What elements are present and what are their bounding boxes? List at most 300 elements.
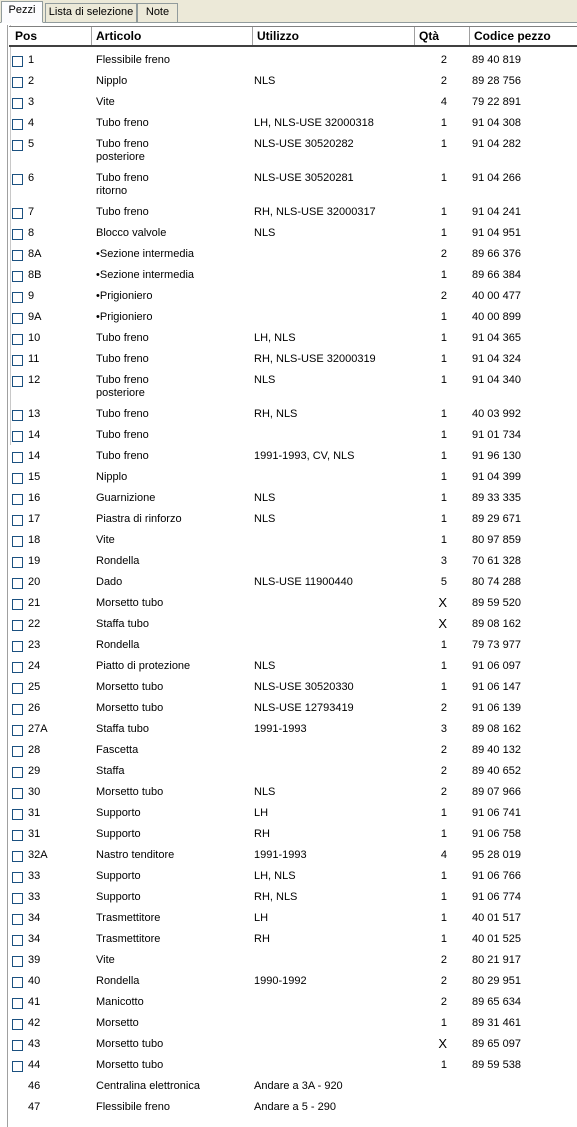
qta-cell: 1 xyxy=(440,117,447,129)
articolo-cell: Flessibile freno xyxy=(96,1101,170,1113)
utilizzo-cell: RH, NLS-USE 32000317 xyxy=(254,206,376,218)
table-row[interactable] xyxy=(0,618,577,639)
row-checkbox[interactable] xyxy=(12,746,23,757)
articolo-cell: Nastro tenditore xyxy=(96,849,175,861)
utilizzo-cell: RH xyxy=(254,933,270,945)
qta-cell: 1 xyxy=(440,227,447,239)
codice-cell: 89 31 461 xyxy=(472,1017,521,1029)
codice-cell: 40 01 517 xyxy=(472,912,521,924)
qta-cell: 1 xyxy=(440,206,447,218)
row-checkbox[interactable] xyxy=(12,872,23,883)
table-row[interactable] xyxy=(0,828,577,849)
qta-cell: X xyxy=(438,616,447,631)
tab-lista-di-selezione[interactable]: Lista di selezione xyxy=(45,3,137,22)
pos-cell: 13 xyxy=(28,408,41,420)
row-checkbox[interactable] xyxy=(12,704,23,715)
table-row[interactable] xyxy=(0,1038,577,1059)
utilizzo-cell: NLS-USE 12793419 xyxy=(254,702,354,714)
codice-cell: 89 66 376 xyxy=(472,248,521,260)
row-checkbox[interactable] xyxy=(12,935,23,946)
qta-cell: 2 xyxy=(440,248,447,260)
codice-cell: 40 01 525 xyxy=(472,933,521,945)
qta-cell: 3 xyxy=(440,555,447,567)
utilizzo-cell: 1991-1993 xyxy=(254,723,307,735)
pos-cell: 6 xyxy=(28,172,35,184)
table-row[interactable] xyxy=(0,248,577,269)
codice-cell: 80 21 917 xyxy=(472,954,521,966)
row-checkbox[interactable] xyxy=(12,77,23,88)
utilizzo-cell: Andare a 5 - 290 xyxy=(254,1101,336,1113)
row-checkbox[interactable] xyxy=(12,313,23,324)
articolo-cell: Staffa tubo xyxy=(96,723,150,735)
row-checkbox[interactable] xyxy=(12,334,23,345)
table-row[interactable] xyxy=(0,353,577,374)
qta-cell: 1 xyxy=(440,353,447,365)
articolo-cell: Fascetta xyxy=(96,744,139,756)
articolo-cell: Morsetto tubo xyxy=(96,681,164,693)
articolo-cell: Trasmettitore xyxy=(96,933,161,945)
qta-cell: 1 xyxy=(440,639,447,651)
qta-cell: 2 xyxy=(440,290,447,302)
codice-cell: 89 08 162 xyxy=(472,618,521,630)
row-checkbox[interactable] xyxy=(12,292,23,303)
qta-cell: 1 xyxy=(440,138,447,150)
articolo-cell: Morsetto tubo xyxy=(96,1038,164,1050)
pos-cell: 14 xyxy=(28,429,41,441)
codice-cell: 91 06 766 xyxy=(472,870,521,882)
pos-cell: 33 xyxy=(28,891,41,903)
qta-cell: 1 xyxy=(440,660,447,672)
row-checkbox[interactable] xyxy=(12,536,23,547)
articolo-cell: Blocco valvole xyxy=(96,227,167,239)
articolo-cell: Supporto xyxy=(96,807,141,819)
row-checkbox[interactable] xyxy=(12,140,23,151)
table-row[interactable] xyxy=(0,996,577,1017)
articolo-cell: Piatto di protezione xyxy=(96,660,191,672)
table-row[interactable] xyxy=(0,75,577,96)
table-row[interactable] xyxy=(0,681,577,702)
table-row[interactable] xyxy=(0,227,577,248)
table-row[interactable] xyxy=(0,311,577,332)
codice-cell: 89 66 384 xyxy=(472,269,521,281)
codice-cell: 40 00 477 xyxy=(472,290,521,302)
table-row[interactable] xyxy=(0,54,577,75)
table-row[interactable] xyxy=(0,206,577,227)
codice-cell: 89 07 966 xyxy=(472,786,521,798)
codice-cell: 91 04 365 xyxy=(472,332,521,344)
row-checkbox[interactable] xyxy=(12,977,23,988)
articolo-cell: Staffa tubo xyxy=(96,618,150,630)
table-row[interactable] xyxy=(0,912,577,933)
articolo-cell: Tubo freno xyxy=(96,332,149,344)
codice-cell: 91 06 774 xyxy=(472,891,521,903)
pos-cell: 44 xyxy=(28,1059,41,1071)
qta-cell: 1 xyxy=(440,492,447,504)
articolo-cell: Centralina elettronica xyxy=(96,1080,200,1092)
qta-cell: 1 xyxy=(440,828,447,840)
qta-cell: 2 xyxy=(440,975,447,987)
articolo-cell: Vite xyxy=(96,96,115,108)
utilizzo-cell: Andare a 3A - 920 xyxy=(254,1080,343,1092)
pos-cell: 47 xyxy=(28,1101,41,1113)
table-row[interactable] xyxy=(0,534,577,555)
articolo-cell: Nipplo xyxy=(96,471,128,483)
articolo-cell: Guarnizione xyxy=(96,492,156,504)
column-header-qta[interactable]: Qtà xyxy=(415,27,470,45)
articolo-cell: Tubo freno ritorno xyxy=(96,172,149,197)
pos-cell: 21 xyxy=(28,597,41,609)
codice-cell: 91 06 758 xyxy=(472,828,521,840)
table-row[interactable] xyxy=(0,408,577,429)
qta-cell: 1 xyxy=(440,332,447,344)
codice-cell: 91 01 734 xyxy=(472,429,521,441)
utilizzo-cell: LH, NLS-USE 32000318 xyxy=(254,117,374,129)
articolo-cell: Staffa xyxy=(96,765,125,777)
utilizzo-cell: NLS-USE 11900440 xyxy=(254,576,353,588)
articolo-cell: •Prigioniero xyxy=(96,311,153,323)
row-checkbox[interactable] xyxy=(12,620,23,631)
pos-cell: 46 xyxy=(28,1080,41,1092)
utilizzo-cell: NLS xyxy=(254,75,276,87)
codice-cell: 89 65 097 xyxy=(472,1038,521,1050)
utilizzo-cell: 1991-1993, CV, NLS xyxy=(254,450,355,462)
articolo-cell: •Sezione intermedia xyxy=(96,269,195,281)
utilizzo-cell: 1990-1992 xyxy=(254,975,307,987)
table-row[interactable] xyxy=(0,933,577,954)
table-row[interactable] xyxy=(0,138,577,172)
table-row[interactable] xyxy=(0,96,577,117)
tab-note[interactable]: Note xyxy=(137,3,178,22)
pos-cell: 32A xyxy=(28,849,48,861)
pos-cell: 8B xyxy=(28,269,42,281)
utilizzo-cell: 1991-1993 xyxy=(254,849,307,861)
pos-cell: 5 xyxy=(28,138,35,150)
table-row[interactable] xyxy=(0,723,577,744)
column-header-codice[interactable]: Codice pezzo xyxy=(474,29,551,43)
articolo-cell: Supporto xyxy=(96,870,141,882)
table-row[interactable] xyxy=(0,429,577,450)
codice-cell: 89 40 132 xyxy=(472,744,521,756)
articolo-cell: Vite xyxy=(96,534,115,546)
articolo-cell: Supporto xyxy=(96,828,141,840)
row-checkbox[interactable] xyxy=(12,98,23,109)
column-header-utilizzo[interactable]: Utilizzo xyxy=(253,27,415,45)
codice-cell: 89 65 634 xyxy=(472,996,521,1008)
utilizzo-cell: NLS xyxy=(254,374,276,386)
row-checkbox[interactable] xyxy=(12,208,23,219)
articolo-cell: Dado xyxy=(96,576,123,588)
tab-bar xyxy=(0,0,577,23)
qta-cell: 1 xyxy=(440,450,447,462)
table-row[interactable] xyxy=(0,702,577,723)
codice-cell: 91 04 951 xyxy=(472,227,521,239)
table-row[interactable] xyxy=(0,870,577,891)
table-row[interactable] xyxy=(0,1059,577,1080)
row-checkbox[interactable] xyxy=(12,376,23,387)
table-row[interactable] xyxy=(0,639,577,660)
pos-cell: 34 xyxy=(28,933,41,945)
codice-cell: 40 00 899 xyxy=(472,311,521,323)
row-checkbox[interactable] xyxy=(12,494,23,505)
qta-cell: 1 xyxy=(440,269,447,281)
row-checkbox[interactable] xyxy=(12,1061,23,1072)
table-row[interactable] xyxy=(0,807,577,828)
pos-cell: 12 xyxy=(28,374,41,386)
codice-cell: 91 06 097 xyxy=(472,660,521,672)
pos-cell: 27A xyxy=(28,723,48,735)
row-checkbox[interactable] xyxy=(12,355,23,366)
articolo-cell: Supporto xyxy=(96,891,141,903)
qta-cell: 4 xyxy=(440,849,447,861)
qta-cell: 2 xyxy=(440,75,447,87)
row-checkbox[interactable] xyxy=(12,830,23,841)
row-checkbox[interactable] xyxy=(12,767,23,778)
qta-cell: 4 xyxy=(440,96,447,108)
articolo-cell: Tubo freno posteriore xyxy=(96,138,149,163)
codice-cell: 79 22 891 xyxy=(472,96,521,108)
row-checkbox[interactable] xyxy=(12,431,23,442)
utilizzo-cell: LH, NLS xyxy=(254,870,296,882)
qta-cell: 2 xyxy=(440,765,447,777)
table-row[interactable] xyxy=(0,555,577,576)
pos-cell: 19 xyxy=(28,555,41,567)
qta-cell: 1 xyxy=(440,891,447,903)
row-checkbox[interactable] xyxy=(12,473,23,484)
codice-cell: 80 74 288 xyxy=(472,576,521,588)
table-row[interactable] xyxy=(0,660,577,681)
qta-cell: 5 xyxy=(440,576,447,588)
table-row[interactable] xyxy=(0,765,577,786)
row-checkbox[interactable] xyxy=(12,956,23,967)
articolo-cell: Nipplo xyxy=(96,75,128,87)
pos-cell: 20 xyxy=(28,576,41,588)
codice-cell: 89 28 756 xyxy=(472,75,521,87)
pos-cell: 14 xyxy=(28,450,41,462)
articolo-cell: Morsetto tubo xyxy=(96,702,164,714)
codice-cell: 80 29 951 xyxy=(472,975,521,987)
articolo-cell: Rondella xyxy=(96,639,140,651)
row-checkbox[interactable] xyxy=(12,56,23,67)
pos-cell: 15 xyxy=(28,471,41,483)
row-checkbox[interactable] xyxy=(12,851,23,862)
pos-cell: 40 xyxy=(28,975,41,987)
qta-cell: 1 xyxy=(440,1059,447,1071)
utilizzo-cell: NLS xyxy=(254,786,276,798)
qta-cell: 1 xyxy=(440,870,447,882)
codice-cell: 91 96 130 xyxy=(472,450,521,462)
row-checkbox[interactable] xyxy=(12,809,23,820)
table-row[interactable] xyxy=(0,513,577,534)
pos-cell: 42 xyxy=(28,1017,41,1029)
table-row[interactable] xyxy=(0,269,577,290)
table-row[interactable] xyxy=(0,332,577,353)
grid-header xyxy=(9,26,577,47)
articolo-cell: Manicotto xyxy=(96,996,144,1008)
qta-cell: 1 xyxy=(440,374,447,386)
row-checkbox[interactable] xyxy=(12,725,23,736)
row-checkbox[interactable] xyxy=(12,174,23,185)
codice-cell: 91 04 324 xyxy=(472,353,521,365)
qta-cell: 2 xyxy=(440,954,447,966)
pos-cell: 16 xyxy=(28,492,41,504)
codice-cell: 40 03 992 xyxy=(472,408,521,420)
row-checkbox[interactable] xyxy=(12,683,23,694)
qta-cell: 1 xyxy=(440,912,447,924)
table-row[interactable] xyxy=(0,975,577,996)
articolo-cell: Morsetto xyxy=(96,1017,139,1029)
codice-cell: 91 04 241 xyxy=(472,206,521,218)
row-checkbox[interactable] xyxy=(12,788,23,799)
row-checkbox[interactable] xyxy=(12,557,23,568)
pos-cell: 18 xyxy=(28,534,41,546)
articolo-cell: Tubo freno xyxy=(96,429,149,441)
qta-cell: 2 xyxy=(440,54,447,66)
pos-cell: 31 xyxy=(28,807,41,819)
row-checkbox[interactable] xyxy=(12,271,23,282)
utilizzo-cell: LH xyxy=(254,912,269,924)
utilizzo-cell: RH, NLS xyxy=(254,408,298,420)
utilizzo-cell: RH, NLS xyxy=(254,891,298,903)
articolo-cell: Tubo freno xyxy=(96,450,149,462)
row-checkbox[interactable] xyxy=(12,515,23,526)
pos-cell: 22 xyxy=(28,618,41,630)
codice-cell: 70 61 328 xyxy=(472,555,521,567)
articolo-cell: Morsetto tubo xyxy=(96,1059,164,1071)
pos-cell: 31 xyxy=(28,828,41,840)
codice-cell: 91 06 741 xyxy=(472,807,521,819)
articolo-cell: Tubo freno xyxy=(96,206,149,218)
articolo-cell: Vite xyxy=(96,954,115,966)
codice-cell: 89 59 520 xyxy=(472,597,521,609)
articolo-cell: Morsetto tubo xyxy=(96,597,164,609)
pos-cell: 4 xyxy=(28,117,35,129)
codice-cell: 91 04 282 xyxy=(472,138,521,150)
column-header-pos[interactable]: Pos xyxy=(9,27,92,45)
qta-cell: 1 xyxy=(440,408,447,420)
table-row[interactable] xyxy=(0,786,577,807)
row-checkbox[interactable] xyxy=(12,914,23,925)
row-checkbox[interactable] xyxy=(12,119,23,130)
pos-cell: 9 xyxy=(28,290,35,302)
codice-cell: 91 04 340 xyxy=(472,374,521,386)
pos-cell: 39 xyxy=(28,954,41,966)
row-checkbox[interactable] xyxy=(12,599,23,610)
codice-cell: 89 40 819 xyxy=(472,54,521,66)
codice-cell: 89 40 652 xyxy=(472,765,521,777)
table-row[interactable] xyxy=(0,450,577,471)
row-checkbox[interactable] xyxy=(12,1040,23,1051)
row-checkbox[interactable] xyxy=(12,250,23,261)
table-row[interactable] xyxy=(0,1017,577,1038)
tab-pezzi[interactable]: Pezzi xyxy=(1,1,43,23)
qta-cell: 3 xyxy=(440,723,447,735)
qta-cell: 1 xyxy=(440,933,447,945)
row-checkbox[interactable] xyxy=(12,1019,23,1030)
row-checkbox[interactable] xyxy=(12,641,23,652)
table-row[interactable] xyxy=(0,597,577,618)
pos-cell: 10 xyxy=(28,332,41,344)
qta-cell: X xyxy=(438,1036,447,1051)
pos-cell: 8A xyxy=(28,248,42,260)
codice-cell: 95 28 019 xyxy=(472,849,521,861)
utilizzo-cell: NLS-USE 30520281 xyxy=(254,172,354,184)
pos-cell: 3 xyxy=(28,96,35,108)
codice-cell: 91 06 139 xyxy=(472,702,521,714)
table-row[interactable] xyxy=(0,576,577,597)
qta-cell: 2 xyxy=(440,996,447,1008)
table-row[interactable] xyxy=(0,471,577,492)
table-row[interactable] xyxy=(0,1080,577,1101)
table-row[interactable] xyxy=(0,891,577,912)
codice-cell: 89 33 335 xyxy=(472,492,521,504)
pos-cell: 29 xyxy=(28,765,41,777)
utilizzo-cell: NLS xyxy=(254,492,276,504)
utilizzo-cell: NLS xyxy=(254,513,276,525)
pos-cell: 23 xyxy=(28,639,41,651)
pos-cell: 41 xyxy=(28,996,41,1008)
table-row[interactable] xyxy=(0,954,577,975)
pos-cell: 8 xyxy=(28,227,35,239)
codice-cell: 89 29 671 xyxy=(472,513,521,525)
pos-cell: 43 xyxy=(28,1038,41,1050)
row-checkbox[interactable] xyxy=(12,662,23,673)
qta-cell: 1 xyxy=(440,311,447,323)
row-checkbox[interactable] xyxy=(12,893,23,904)
qta-cell: 1 xyxy=(440,534,447,546)
articolo-cell: •Sezione intermedia xyxy=(96,248,195,260)
pos-cell: 34 xyxy=(28,912,41,924)
qta-cell: 2 xyxy=(440,786,447,798)
codice-cell: 80 97 859 xyxy=(472,534,521,546)
utilizzo-cell: NLS-USE 30520282 xyxy=(254,138,354,150)
pos-cell: 7 xyxy=(28,206,35,218)
qta-cell: 1 xyxy=(440,429,447,441)
pos-cell: 33 xyxy=(28,870,41,882)
codice-cell: 79 73 977 xyxy=(472,639,521,651)
row-checkbox[interactable] xyxy=(12,998,23,1009)
articolo-cell: Rondella xyxy=(96,975,140,987)
codice-cell: 91 04 308 xyxy=(472,117,521,129)
pos-cell: 17 xyxy=(28,513,41,525)
utilizzo-cell: LH, NLS xyxy=(254,332,296,344)
articolo-cell: Rondella xyxy=(96,555,140,567)
articolo-cell: Morsetto tubo xyxy=(96,786,164,798)
column-header-articolo[interactable]: Articolo xyxy=(92,27,253,45)
utilizzo-cell: NLS xyxy=(254,660,276,672)
articolo-cell: •Prigioniero xyxy=(96,290,153,302)
table-row[interactable] xyxy=(0,290,577,311)
qta-cell: 2 xyxy=(440,702,447,714)
utilizzo-cell: LH xyxy=(254,807,269,819)
row-checkbox[interactable] xyxy=(12,578,23,589)
codice-cell: 91 06 147 xyxy=(472,681,521,693)
table-row[interactable] xyxy=(0,1101,577,1122)
table-row[interactable] xyxy=(0,492,577,513)
table-row[interactable] xyxy=(0,374,577,408)
row-checkbox[interactable] xyxy=(12,410,23,421)
qta-cell: 2 xyxy=(440,744,447,756)
articolo-cell: Trasmettitore xyxy=(96,912,161,924)
articolo-cell: Tubo freno xyxy=(96,408,149,420)
codice-cell: 91 04 399 xyxy=(472,471,521,483)
pos-cell: 28 xyxy=(28,744,41,756)
table-row[interactable] xyxy=(0,172,577,206)
row-checkbox[interactable] xyxy=(12,452,23,463)
table-row[interactable] xyxy=(0,744,577,765)
table-row[interactable] xyxy=(0,849,577,870)
table-row[interactable] xyxy=(0,117,577,138)
row-checkbox[interactable] xyxy=(12,229,23,240)
